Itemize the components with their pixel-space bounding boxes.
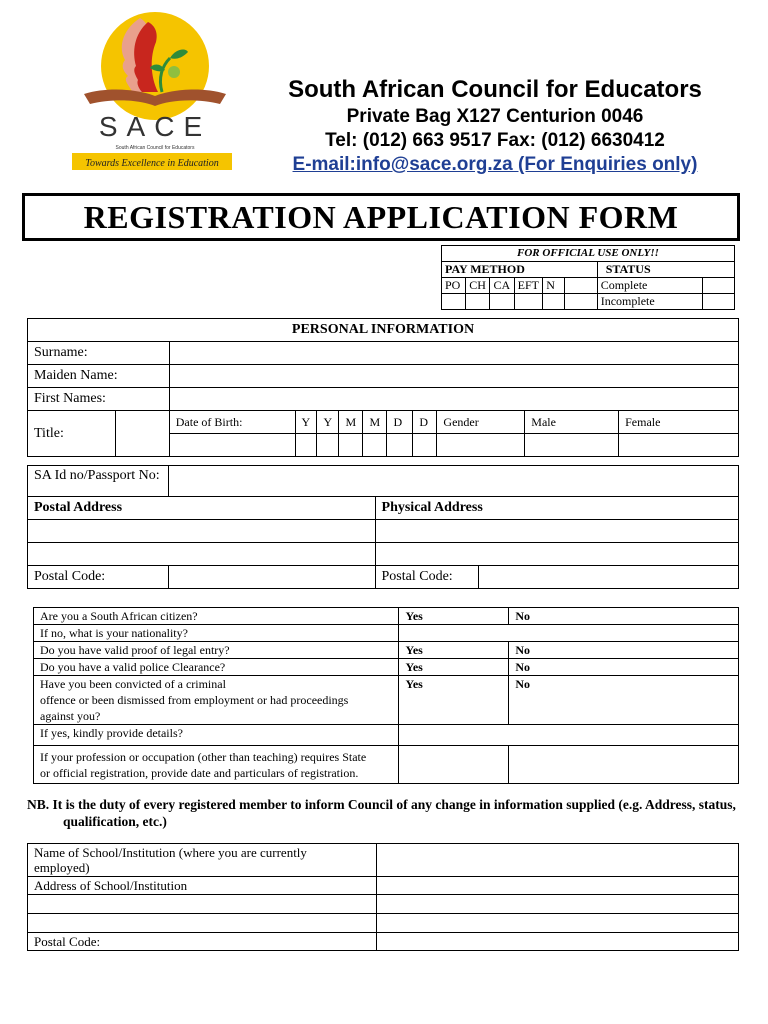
details-question: If yes, kindly provide details? bbox=[34, 725, 399, 746]
dob-blank bbox=[169, 434, 295, 457]
nationality-question: If no, what is your nationality? bbox=[34, 625, 399, 642]
school-name-label bbox=[28, 844, 377, 877]
dob-m1: M bbox=[339, 411, 363, 434]
logo-full-name: South African Council for Educators bbox=[115, 145, 195, 151]
dob-d2-field[interactable] bbox=[413, 434, 437, 457]
org-address: Private Bag X127 Centurion 0046 bbox=[346, 106, 644, 127]
pay-method-ch: CH bbox=[466, 278, 490, 294]
registration-particulars-field[interactable] bbox=[509, 746, 739, 784]
official-cell bbox=[565, 294, 597, 310]
org-telfax: Tel: (012) 663 9517 Fax: (012) 6630412 bbox=[325, 130, 665, 151]
dob-d1-field[interactable] bbox=[387, 434, 413, 457]
dob-y1: Y bbox=[295, 411, 317, 434]
nb-notice bbox=[27, 796, 742, 830]
citizen-no[interactable]: No bbox=[509, 608, 739, 625]
convicted-question bbox=[34, 676, 399, 725]
status-incomplete-label: Incomplete bbox=[597, 294, 702, 310]
school-address-line-2[interactable] bbox=[28, 895, 377, 914]
convicted-question-line-3: against you? bbox=[40, 709, 101, 723]
official-cell bbox=[543, 294, 565, 310]
gender-female-box[interactable] bbox=[619, 434, 739, 457]
first-names-label: First Names: bbox=[28, 388, 170, 411]
gender-label: Gender bbox=[437, 411, 525, 434]
legal-entry-no[interactable]: No bbox=[509, 642, 739, 659]
physical-address-line-1[interactable] bbox=[375, 520, 738, 543]
school-name-label-line-1: Name of School/Institution (where you are currently bbox=[34, 845, 307, 860]
logo-acronym: SACE bbox=[98, 111, 212, 142]
dob-label: Date of Birth: bbox=[169, 411, 295, 434]
gender-male-box[interactable] bbox=[525, 434, 619, 457]
questions-table bbox=[33, 607, 739, 784]
postal-address-line-1[interactable] bbox=[28, 520, 376, 543]
sace-logo bbox=[70, 8, 240, 178]
logo-tagline: Towards Excellence in Education bbox=[85, 158, 219, 169]
police-clearance-yes[interactable]: Yes bbox=[399, 659, 509, 676]
school-postal-code-field[interactable] bbox=[376, 933, 738, 951]
dob-m2: M bbox=[363, 411, 387, 434]
official-use-table bbox=[441, 245, 735, 310]
pay-method-po: PO bbox=[442, 278, 466, 294]
dob-y2: Y bbox=[317, 411, 339, 434]
police-clearance-question: Do you have a valid police Clearance? bbox=[34, 659, 399, 676]
registration-question-line-1: If your profession or occupation (other than teaching) requires State bbox=[40, 750, 367, 764]
school-name-field[interactable] bbox=[376, 844, 738, 877]
pay-method-eft: EFT bbox=[514, 278, 543, 294]
convicted-no[interactable]: No bbox=[509, 676, 739, 725]
nationality-field[interactable] bbox=[399, 625, 739, 642]
pay-method-ca: CA bbox=[490, 278, 514, 294]
status-complete-box[interactable] bbox=[702, 278, 734, 294]
dob-d2: D bbox=[413, 411, 437, 434]
postal-address-label: Postal Address bbox=[28, 497, 376, 520]
school-address-field-3[interactable] bbox=[376, 914, 738, 933]
address-table bbox=[27, 465, 739, 589]
legal-entry-question: Do you have valid proof of legal entry? bbox=[34, 642, 399, 659]
sace-logo-graphic bbox=[70, 8, 240, 178]
title-field[interactable] bbox=[115, 411, 169, 457]
physical-postal-code-field[interactable] bbox=[479, 566, 739, 589]
gender-male-label: Male bbox=[525, 411, 619, 434]
gender-blank bbox=[437, 434, 525, 457]
physical-postal-code-label: Postal Code: bbox=[375, 566, 479, 589]
id-passport-label: SA Id no/Passport No: bbox=[28, 466, 169, 497]
gender-female-label: Female bbox=[619, 411, 739, 434]
status-complete-label: Complete bbox=[597, 278, 702, 294]
dob-d1: D bbox=[387, 411, 413, 434]
registration-question bbox=[34, 746, 399, 784]
school-address-line-3[interactable] bbox=[28, 914, 377, 933]
dob-m1-field[interactable] bbox=[339, 434, 363, 457]
surname-field[interactable] bbox=[169, 342, 738, 365]
id-passport-field[interactable] bbox=[168, 466, 738, 497]
police-clearance-no[interactable]: No bbox=[509, 659, 739, 676]
convicted-yes[interactable]: Yes bbox=[399, 676, 509, 725]
citizen-yes[interactable]: Yes bbox=[399, 608, 509, 625]
citizen-question: Are you a South African citizen? bbox=[34, 608, 399, 625]
school-address-label: Address of School/Institution bbox=[28, 877, 377, 895]
personal-info-table bbox=[27, 318, 739, 457]
title-label: Title: bbox=[28, 411, 116, 457]
school-name-label-line-2: employed) bbox=[34, 860, 90, 875]
pay-method-n: N bbox=[543, 278, 565, 294]
dob-y1-field[interactable] bbox=[295, 434, 317, 457]
school-address-field[interactable] bbox=[376, 877, 738, 895]
org-name: South African Council for Educators bbox=[288, 76, 702, 103]
maiden-name-label: Maiden Name: bbox=[28, 365, 170, 388]
surname-label: Surname: bbox=[28, 342, 170, 365]
official-cell bbox=[514, 294, 543, 310]
details-field[interactable] bbox=[399, 725, 739, 746]
status-label: STATUS bbox=[597, 262, 734, 278]
registration-question-line-2: or official registration, provide date and particulars of registration. bbox=[40, 766, 359, 780]
physical-address-label: Physical Address bbox=[375, 497, 738, 520]
official-cell bbox=[466, 294, 490, 310]
postal-address-line-2[interactable] bbox=[28, 543, 376, 566]
pay-method-label: PAY METHOD bbox=[442, 262, 598, 278]
status-incomplete-box[interactable] bbox=[702, 294, 734, 310]
nb-notice-line-2: qualification, etc.) bbox=[63, 814, 167, 829]
form-title: REGISTRATION APPLICATION FORM bbox=[22, 193, 740, 241]
school-postal-code-label: Postal Code: bbox=[28, 933, 377, 951]
convicted-question-line-1: Have you been convicted of a criminal bbox=[40, 677, 226, 691]
postal-code-field[interactable] bbox=[168, 566, 375, 589]
personal-info-heading: PERSONAL INFORMATION bbox=[28, 319, 739, 342]
pay-method-blank bbox=[565, 278, 597, 294]
first-names-field[interactable] bbox=[169, 388, 738, 411]
dob-y2-field[interactable] bbox=[317, 434, 339, 457]
dob-m2-field[interactable] bbox=[363, 434, 387, 457]
convicted-question-line-2: offence or been dismissed from employment or had proceedings bbox=[40, 693, 349, 707]
school-address-field-2[interactable] bbox=[376, 895, 738, 914]
org-email-link[interactable]: E-mail:info@sace.org.za (For Enquiries only) bbox=[292, 154, 698, 175]
legal-entry-yes[interactable]: Yes bbox=[399, 642, 509, 659]
official-use-heading: FOR OFFICIAL USE ONLY!! bbox=[442, 246, 735, 262]
physical-address-line-2[interactable] bbox=[375, 543, 738, 566]
official-cell bbox=[490, 294, 514, 310]
official-cell bbox=[442, 294, 466, 310]
postal-code-label: Postal Code: bbox=[28, 566, 169, 589]
school-table bbox=[27, 843, 739, 951]
nb-notice-line-1: NB. It is the duty of every registered member to inform Council of any change in information supplied (e.g. Address, status, bbox=[27, 797, 736, 812]
maiden-name-field[interactable] bbox=[169, 365, 738, 388]
registration-date-field[interactable] bbox=[399, 746, 509, 784]
